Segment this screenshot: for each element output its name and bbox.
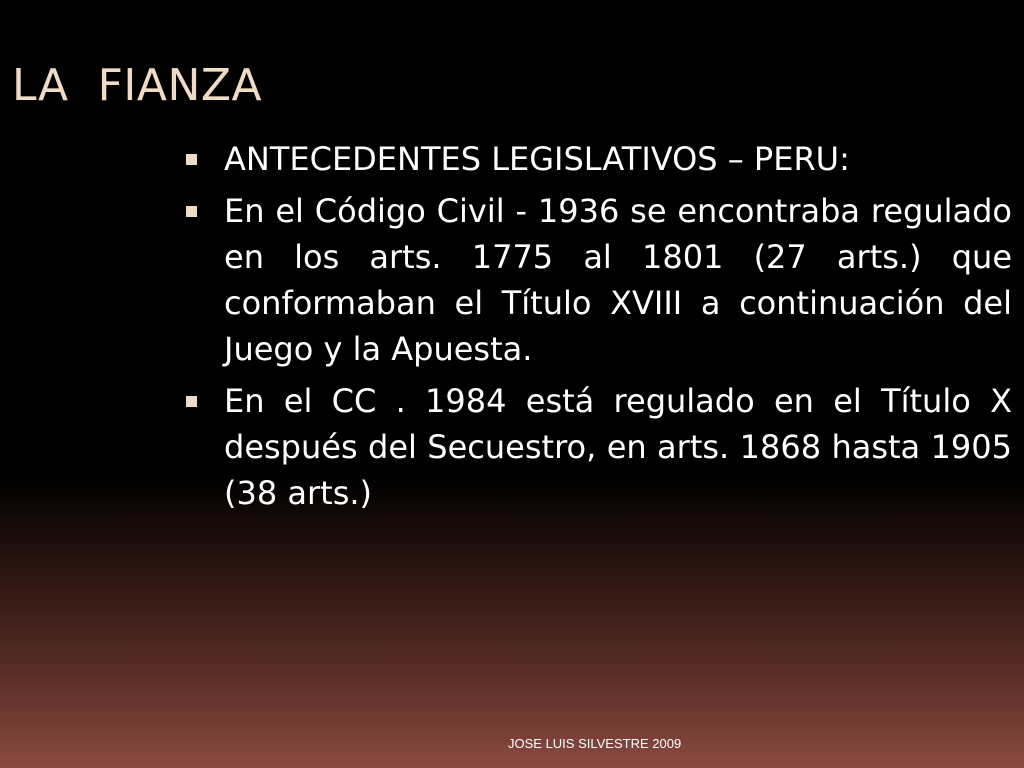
- square-bullet-icon: [186, 206, 197, 217]
- bullet-text: En el Código Civil - 1936 se encontraba regulado en los arts. 1775 al 1801 (27 arts.) que conformaban el Título XVIII a continuación del Juego y la Apuesta.: [224, 192, 1012, 368]
- bullet-text: ANTECEDENTES LEGISLATIVOS – PERU:: [224, 140, 850, 178]
- bullet-text: En el CC . 1984 está regulado en el Título X después del Secuestro, en arts. 1868 hasta 1905 (38 arts.): [224, 382, 1012, 512]
- slide-title: LA FIANZA: [12, 60, 263, 111]
- square-bullet-icon: [186, 154, 197, 165]
- bullet-list: [186, 136, 1012, 522]
- square-bullet-icon: [186, 396, 197, 407]
- bullet-item: [186, 378, 1012, 516]
- bullet-item: [186, 136, 1012, 182]
- footer-author: JOSE LUIS SILVESTRE 2009: [508, 736, 682, 751]
- bullet-item: [186, 188, 1012, 372]
